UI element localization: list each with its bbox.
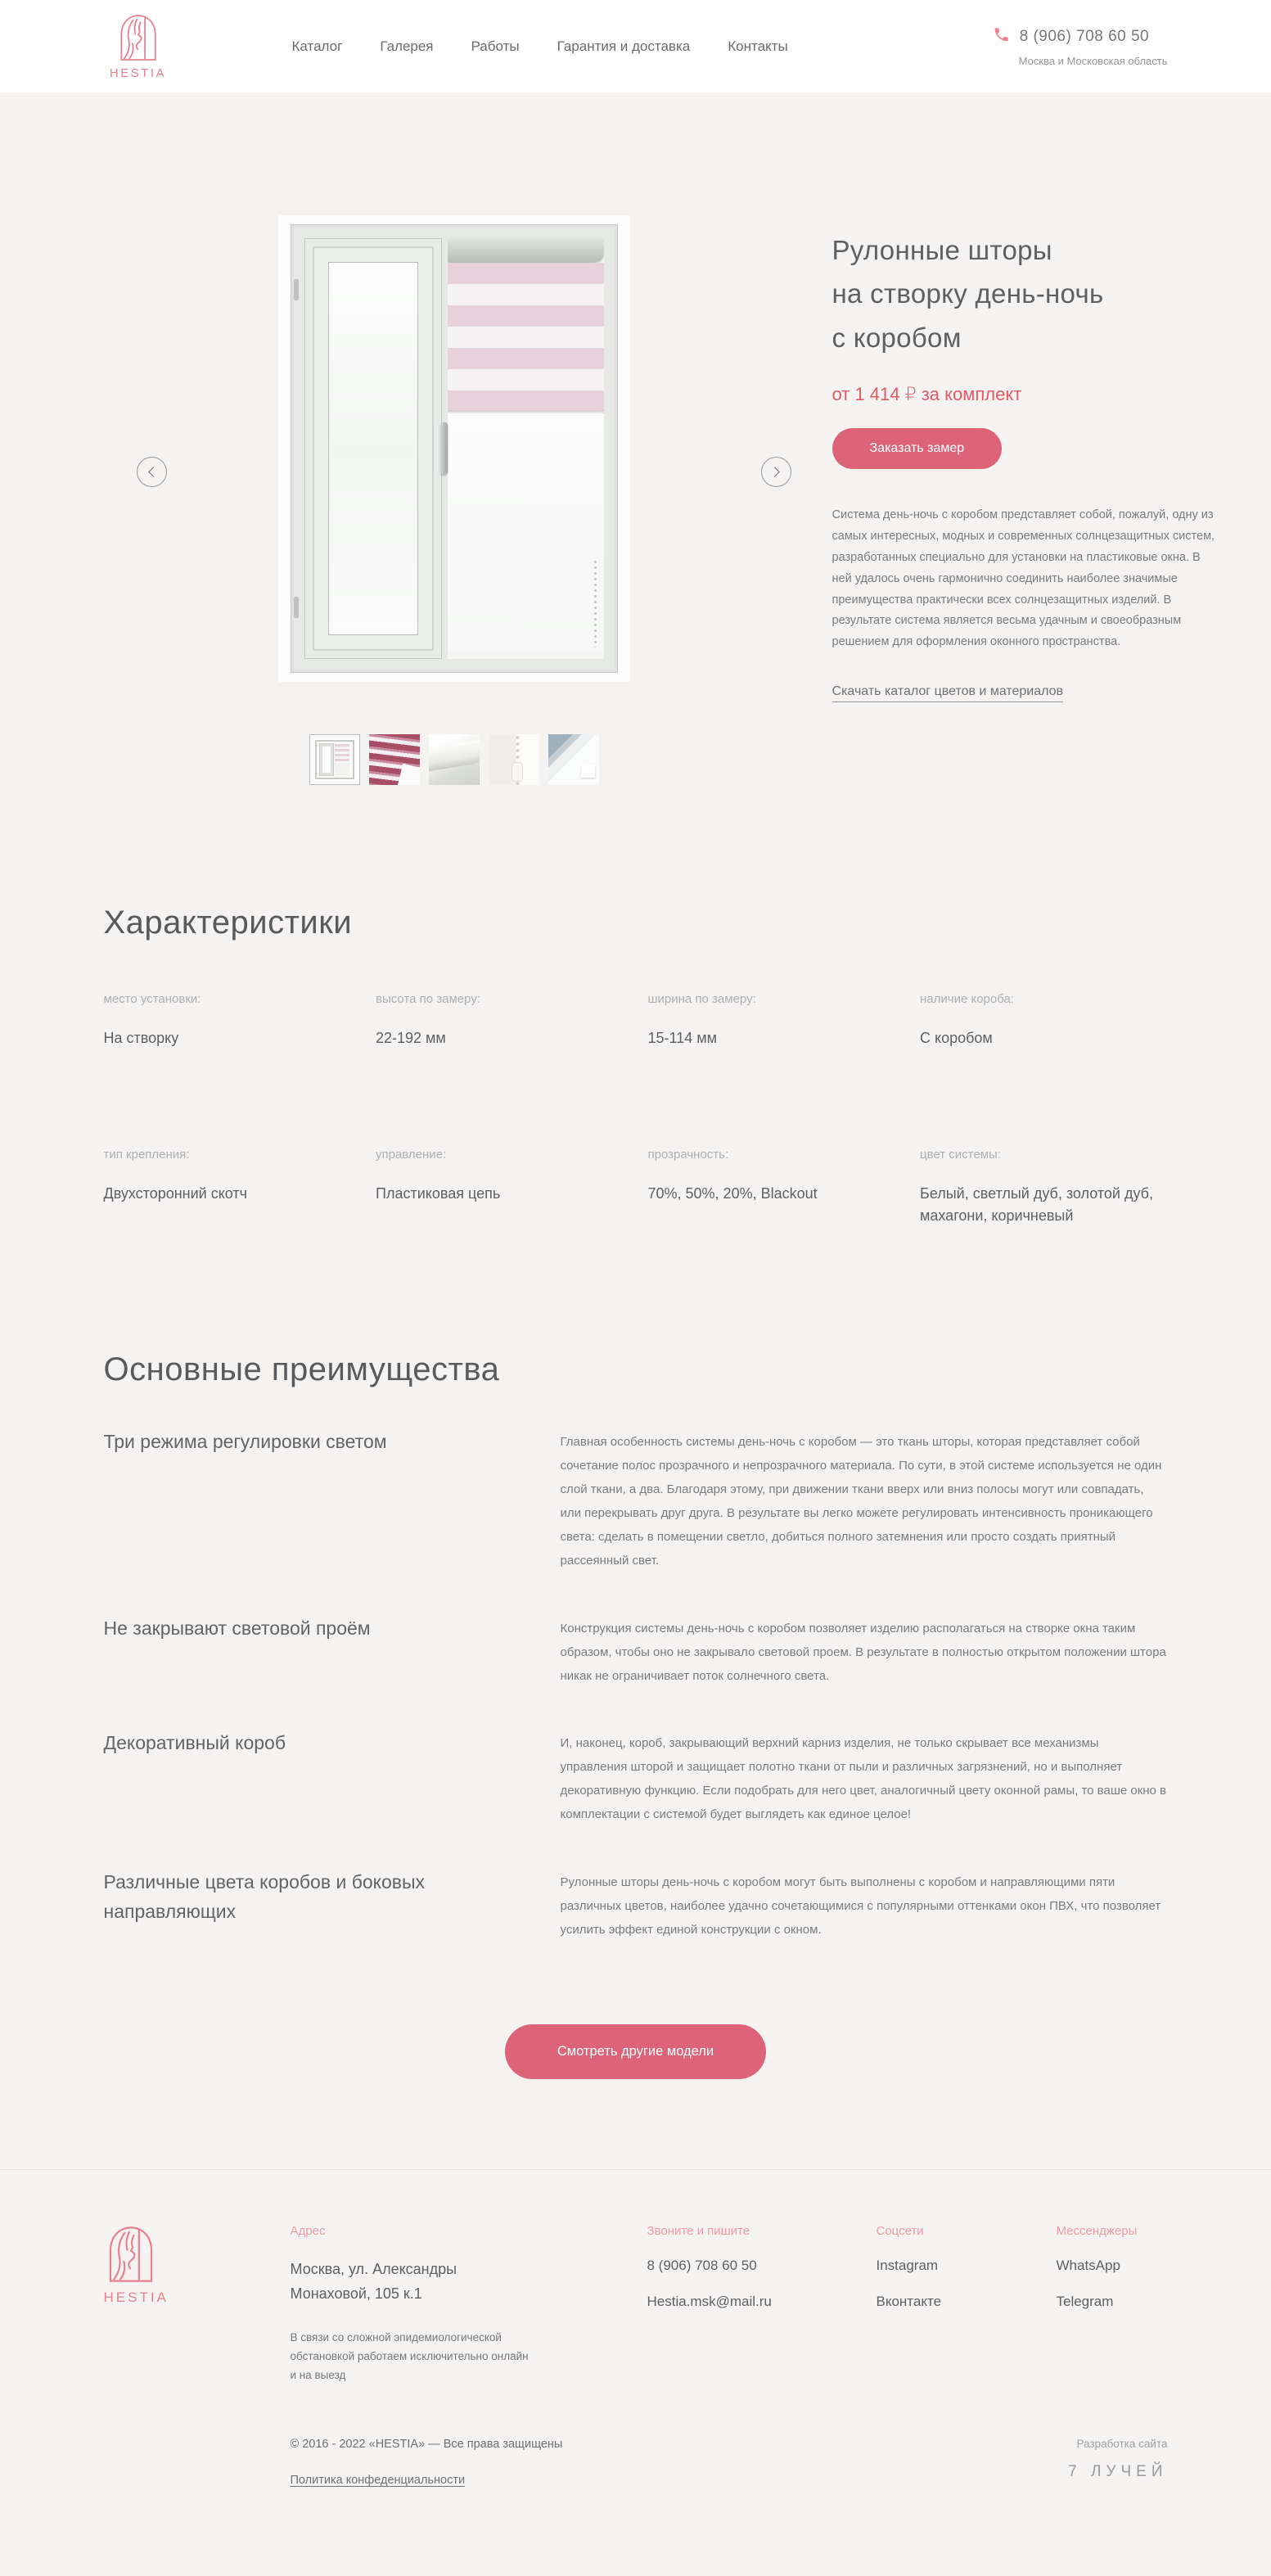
- blind-chain: [594, 559, 597, 647]
- address-note: В связи со сложной эпидемиологической обстановкой работаем исключительно онлайн и на выезд: [290, 2331, 529, 2382]
- characteristics-section: [104, 905, 1168, 1227]
- thumb-window-frame: [315, 740, 354, 779]
- footer-socials-column: [877, 2224, 1057, 2385]
- advantage-title: Не закрывают световой проём: [103, 1617, 371, 1639]
- char-system-color: [920, 1148, 1168, 1227]
- char-height: [376, 992, 624, 1049]
- main-nav: [292, 38, 788, 55]
- order-measure-button[interactable]: Заказать замер: [832, 428, 1003, 469]
- footer-address-column: [291, 2224, 647, 2385]
- contacts-label: Звоните и пишите: [647, 2224, 750, 2238]
- social-link-vkontakte[interactable]: Вконтакте: [876, 2294, 942, 2309]
- advantage-row-light-modes: [104, 1428, 1168, 1573]
- advantages-heading: Основные преимущества: [103, 1351, 500, 1387]
- product-title-line-3: с коробом: [832, 322, 962, 353]
- nav-item-catalog[interactable]: Каталог: [291, 38, 343, 54]
- nav-item-contacts[interactable]: Контакты: [728, 38, 788, 54]
- blind-cassette: [448, 238, 604, 263]
- messenger-link-telegram[interactable]: Telegram: [1056, 2294, 1114, 2309]
- product-title-line-1: Рулонные шторы: [832, 235, 1052, 265]
- char-label: место установки:: [103, 992, 201, 1006]
- blind-day-night-stripes: [448, 263, 604, 412]
- product-description: Система день-ночь с коробом представляет собой, пожалуй, одну из самых интересных, модных и современных солнцезащитных систем, разработанных специально для установки на пластиковые окна. В ней удалось очень гармонично соединить наиболее значимые преимущества практически всех солнцезащитных изделий. В результате система является весьма удачным и своеобразным решением для оформления оконного пространства.: [832, 508, 1215, 649]
- char-value: 70%, 50%, 20%, Blackout: [647, 1185, 818, 1202]
- chevron-right-icon: [769, 467, 780, 477]
- product-thumbnail-window[interactable]: [309, 734, 360, 785]
- hestia-logo-icon: [116, 12, 160, 63]
- char-value: На створку: [103, 1030, 179, 1046]
- window-hinge-bottom: [294, 597, 299, 618]
- footer-hestia-logo[interactable]: [104, 2224, 291, 2385]
- footer-legal: [291, 2438, 563, 2488]
- address-label: Адрес: [290, 2224, 326, 2238]
- footer-brand-name: HESTIA: [103, 2290, 169, 2305]
- product-carousel: [104, 215, 832, 785]
- char-install-place: [104, 992, 352, 1049]
- developer-logo[interactable]: 7 ЛУЧЕЙ: [1068, 2463, 1168, 2481]
- char-value: Пластиковая цепь: [376, 1185, 501, 1202]
- header-phone-block: [993, 26, 1168, 67]
- product-price: от 1 414 ₽ за комплект: [832, 384, 1022, 405]
- product-thumbnail-cassette[interactable]: [429, 734, 480, 785]
- char-transparency: [648, 1148, 896, 1227]
- char-label: управление:: [376, 1148, 447, 1162]
- char-control: [376, 1148, 624, 1227]
- char-label: наличие короба:: [920, 992, 1014, 1006]
- hestia-logo-icon: [104, 2224, 158, 2285]
- char-label: тип крепления:: [103, 1148, 190, 1162]
- char-label: прозрачность:: [647, 1148, 729, 1162]
- privacy-policy-link[interactable]: Политика конфеденциальности: [290, 2474, 466, 2488]
- char-label: цвет системы:: [920, 1148, 1001, 1162]
- nav-item-warranty[interactable]: Гарантия и доставка: [557, 38, 691, 54]
- char-value: Белый, светлый дуб, золотой дуб, махагони, коричневый: [920, 1185, 1153, 1224]
- thumb-window-sash: [320, 744, 333, 775]
- advantage-row-decorative-box: [104, 1729, 1168, 1827]
- footer-phone-link[interactable]: 8 (906) 708 60 50: [647, 2258, 757, 2273]
- char-width: [648, 992, 896, 1049]
- product-info: [832, 215, 1224, 785]
- site-header: [0, 0, 1271, 92]
- footer-contacts-column: [647, 2224, 877, 2385]
- footer-messengers-column: [1057, 2224, 1168, 2385]
- characteristics-grid: [104, 992, 1168, 1227]
- socials-label: Соцсети: [876, 2224, 924, 2238]
- product-thumbnail-fabric[interactable]: [369, 734, 420, 785]
- social-link-instagram[interactable]: Instagram: [876, 2258, 939, 2273]
- site-footer: [0, 2169, 1271, 2522]
- char-box: [920, 992, 1168, 1049]
- char-label: ширина по замеру:: [647, 992, 756, 1006]
- messenger-link-whatsapp[interactable]: WhatsApp: [1056, 2258, 1120, 2273]
- product-title: [832, 228, 1224, 359]
- advantage-title: Декоративный короб: [103, 1732, 286, 1754]
- developer-label: Разработка сайта: [1076, 2438, 1168, 2451]
- advantage-title: Три режима регулировки светом: [103, 1431, 387, 1452]
- blind-shade: [448, 412, 604, 652]
- advantage-row-colors: [104, 1868, 1168, 1942]
- char-value: С коробом: [920, 1030, 993, 1046]
- messengers-label: Мессенджеры: [1056, 2224, 1138, 2238]
- thumb-window-shade: [335, 763, 349, 775]
- header-phone-number: 8 (906) 708 60 50: [1019, 27, 1150, 45]
- hestia-logo[interactable]: [104, 12, 173, 80]
- advantage-text: Конструкция системы день-ночь с коробом позволяет изделию располагаться на створке окна таким образом, чтобы оно не закрывало световой проем. В результате в полностью открытом положении штора никак не ограничивает поток солнечного света.: [560, 1621, 1166, 1683]
- char-value: Двухсторонний скотч: [103, 1185, 248, 1202]
- address-value: Москва, ул. Александры Монаховой, 105 к.1: [290, 2261, 457, 2302]
- char-mount-type: [104, 1148, 352, 1227]
- window-illustration: [291, 224, 618, 673]
- phone-icon: [993, 26, 1010, 47]
- see-other-models-button[interactable]: Смотреть другие модели: [505, 2024, 766, 2079]
- char-label: высота по замеру:: [376, 992, 480, 1006]
- characteristics-heading: Характеристики: [103, 905, 353, 941]
- thumb-window-blind: [335, 744, 349, 762]
- carousel-next-button[interactable]: [761, 457, 791, 487]
- char-value: 15-114 мм: [647, 1030, 717, 1046]
- phone-link[interactable]: [993, 26, 1168, 47]
- advantages-section: [104, 1351, 1168, 2079]
- product-thumbnail-chain[interactable]: [489, 734, 539, 785]
- chevron-left-icon: [148, 467, 159, 477]
- product-thumbnails: [278, 734, 630, 785]
- advantage-row-light-opening: [104, 1614, 1168, 1689]
- advantage-title: Различные цвета коробов и боковых направляющих: [103, 1871, 426, 1922]
- download-catalog-link[interactable]: Скачать каталог цветов и материалов: [832, 684, 1064, 702]
- window-left-sash: [304, 238, 442, 659]
- char-value: 22-192 мм: [376, 1030, 446, 1046]
- header-region: Москва и Московская область: [1018, 54, 1168, 67]
- footer-bottom-bar: [104, 2438, 1168, 2488]
- carousel-prev-button[interactable]: [137, 457, 167, 487]
- copyright-text: © 2016 - 2022 «HESTIA» — Все права защищены: [290, 2438, 563, 2452]
- product-title-line-2: на створку день-ночь: [832, 278, 1104, 309]
- window-glass: [328, 262, 418, 635]
- window-right-pane: [448, 238, 604, 659]
- window-hinge-top: [294, 279, 299, 300]
- window-handle: [440, 422, 448, 475]
- product-thumbnail-corner[interactable]: [548, 734, 599, 785]
- nav-item-gallery[interactable]: Галерея: [380, 38, 434, 54]
- footer-email-link[interactable]: Hestia.msk@mail.ru: [647, 2294, 772, 2309]
- brand-name: HESTIA: [109, 66, 167, 80]
- product-image: [278, 215, 630, 682]
- advantage-text: И, наконец, короб, закрывающий верхний карниз изделия, не только скрывает все механизмы управления шторой и защищает полотно ткани от пыли и различных загрязнений, но и выполняет декоративную функцию. Если подобрать для него цвет, аналогичный цвету оконной рамы, то ваше окно в комплектации с системой будет выглядеть как единое целое!: [560, 1736, 1167, 1822]
- nav-item-works[interactable]: Работы: [471, 38, 520, 54]
- product-hero: [104, 92, 1215, 785]
- advantage-text: Главная особенность системы день-ночь с коробом — это ткань шторы, которая представляет собой сочетание полос прозрачного и непрозрачного материала. По сути, в этой системе используется не один слой ткани, а два. Благодаря этому, при движении ткани вверх или вниз полосы могут или совпадать, или перекрывать друг друга. В результате вы легко можете регулировать интенсивность проникающего света: сделать в помещении светло, добиться полного затемнения или просто создать приятный рассеянный свет.: [560, 1435, 1162, 1568]
- advantage-text: Рулонные шторы день-ночь с коробом могут быть выполнены с коробом и направляющими пяти различных цветов, наиболее удачно сочетающимися с популярными оттенками окон ПВХ, что позволяет усилить эффект единой конструкции с окном.: [560, 1875, 1161, 1938]
- developer-credit: [1068, 2438, 1167, 2481]
